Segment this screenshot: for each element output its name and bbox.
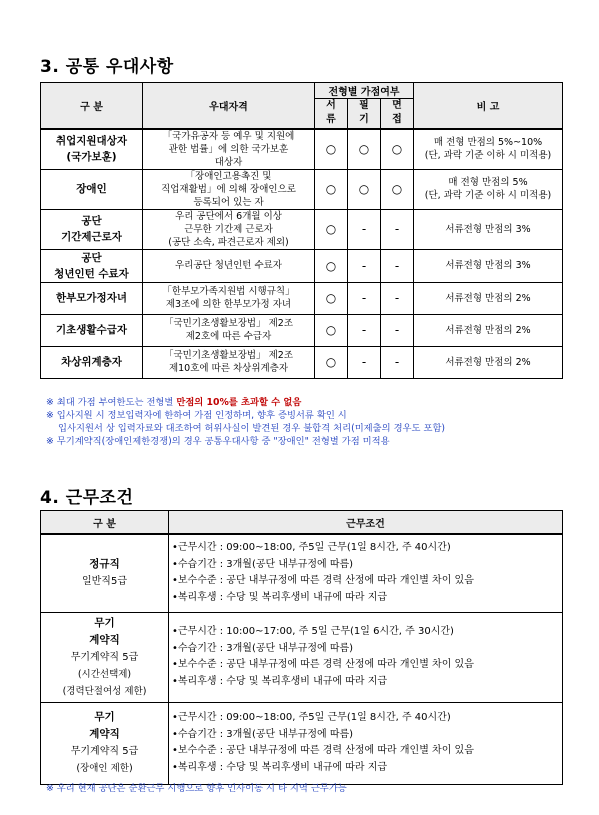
row-stage-mark: ○ [381,169,414,209]
row-category: 차상위계층자 [41,346,143,378]
row-qualification: 「국가유공자 등 예우 및 지원에 관한 법률」에 의한 국가보훈 대상자 [143,129,315,170]
header-stage-interview: 면 접 [381,99,414,129]
work-condition-line: •수습기간 : 3개월(공단 내부규정에 따름) [172,558,354,570]
work-condition-line: •수습기간 : 3개월(공단 내부규정에 따름) [172,728,354,740]
header-stage-written: 필 기 [348,99,381,129]
work-condition-line: •복리후생 : 수당 및 복리후생비 내규에 따라 지급 [172,591,388,603]
employment-type-row [41,612,563,702]
employment-type [41,612,169,702]
row-stage-mark: - [348,209,381,249]
row-remarks: 매 전형 만점의 5%~10% (단, 과락 기준 이하 시 미적용) [414,129,563,170]
section4-note: ※ 우리 현재 공단은 순환근무 시행으로 향후 인사이동 시 타 지역 근무가능 [46,783,347,794]
employment-type-detail: (경력단절여성 제한) [62,685,147,697]
row-stage-mark: - [381,346,414,378]
row-remarks: 서류전형 만점의 2% [414,314,563,346]
row-qualification: 「국민기초생활보장법」 제2조 제10호에 따른 차상위계층자 [143,346,315,378]
row-category: 공단 청년인턴 수료자 [41,249,143,282]
preference-row [41,169,563,209]
note-verification-cont: 입사지원서 상 입력자료와 대조하여 허위사실이 발견된 경우 불합격 처리(미제출의 경우도 포함) [58,423,446,434]
row-category: 한부모가정자녀 [41,282,143,314]
employment-type-detail: (시간선택제) [77,668,132,680]
work-condition-line: •보수수준 : 공단 내부규정에 따른 경력 산정에 따라 개인별 차이 있음 [172,659,474,670]
row-stage-mark: - [381,314,414,346]
header-stage-document: 서 류 [315,99,348,129]
row-stage-mark: - [348,282,381,314]
row-stage-mark: ○ [348,169,381,209]
row-category: 취업지원대상자 (국가보훈) [41,129,143,170]
header-type: 구 분 [41,511,169,535]
preference-row [41,314,563,346]
row-stage-mark: ○ [348,129,381,170]
header-remarks: 비 고 [414,83,563,129]
preference-table [40,82,563,379]
row-remarks: 서류전형 만점의 2% [414,282,563,314]
work-conditions [169,612,563,702]
row-stage-mark: ○ [315,346,348,378]
row-qualification: 「장애인고용촉진 및 직업재활법」에 의해 장애인으로 등록되어 있는 자 [143,169,315,209]
header-qualification: 우대자격 [143,83,315,129]
row-stage-mark: ○ [315,129,348,170]
row-stage-mark: ○ [315,209,348,249]
row-stage-mark: - [381,282,414,314]
row-category: 공단 기간제근로자 [41,209,143,249]
preference-row [41,129,563,170]
work-condition-line: •복리후생 : 수당 및 복리후생비 내규에 따라 지급 [172,675,388,687]
row-stage-mark: ○ [315,314,348,346]
preference-row [41,346,563,378]
work-condition-line: •근무시간 : 10:00~17:00, 주 5일 근무(1일 6시간, 주 30시간) [172,626,454,637]
employment-type-detail: (장애인 제한) [76,763,133,774]
row-stage-mark: ○ [315,169,348,209]
section3-notes [46,396,445,448]
work-condition-line: •근무시간 : 09:00~18:00, 주5일 근무(1일 8시간, 주 40시간) [172,712,451,723]
row-qualification: 우리공단 청년인턴 수료자 [143,249,315,282]
employment-type-detail: 무기계약직 5급 [70,746,139,757]
row-remarks: 서류전형 만점의 3% [414,249,563,282]
row-stage-mark: - [348,314,381,346]
row-stage-mark: ○ [315,282,348,314]
row-remarks: 서류전형 만점의 2% [414,346,563,378]
note1-prefix: ※ 최대 가점 부여한도는 전형별 [46,397,177,408]
note1-bold: 만점의 10%를 초과할 수 없음 [176,397,302,408]
work-condition-line: •수습기간 : 3개월(공단 내부규정에 따름) [172,642,354,654]
row-stage-mark: - [381,209,414,249]
employment-type-detail: 일반직5급 [81,576,127,588]
preference-row [41,209,563,249]
note-max-bonus [46,396,445,409]
row-category: 장애인 [41,169,143,209]
work-condition-line: •보수수준 : 공단 내부규정에 따른 경력 산정에 따라 개인별 차이 있음 [172,575,474,587]
row-remarks: 서류전형 만점의 3% [414,209,563,249]
work-conditions [169,534,563,612]
section4-title: 4. 근무조건 [40,488,134,508]
header-category: 구 분 [41,83,143,129]
row-stage-mark: - [381,249,414,282]
header-conditions: 근무조건 [169,511,563,535]
work-conditions-table [40,510,563,785]
preference-row [41,249,563,282]
header-stage-group: 전형별 가점여부 [315,83,414,99]
row-stage-mark: - [348,249,381,282]
employment-type-name: 정규직 [89,558,120,571]
row-stage-mark: - [348,346,381,378]
work-condition-line: •복리후생 : 수당 및 복리후생비 내규에 따라 지급 [172,761,388,773]
employment-type-name: 무기 계약직 [89,711,120,740]
row-qualification: 「국민기초생활보장법」 제2조 제2호에 따른 수급자 [143,314,315,346]
row-category: 기초생활수급자 [41,314,143,346]
employment-type-detail: 무기계약직 5급 [70,651,139,663]
employment-type-row [41,534,563,612]
row-qualification: 「한부모가족지원법 시행규칙」 제3조에 의한 한부모가정 자녀 [143,282,315,314]
row-remarks: 매 전형 만점의 5% (단, 과락 기준 이하 시 미적용) [414,169,563,209]
row-qualification: 우리 공단에서 6개월 이상 근무한 기간제 근로자 (공단 소속, 파견근로자 제외) [143,209,315,249]
note-disabled-exception: ※ 무기계약직(장애인제한경쟁)의 경우 공통우대사항 중 "장애인" 전형별 가점 미적용 [46,436,390,447]
section3-title: 3. 공통 우대사항 [40,57,174,77]
work-conditions [169,702,563,784]
note-verification: ※ 입사지원 시 정보입력자에 한하여 가점 인정하며, 향후 증빙서류 확인 시 [46,410,347,421]
preference-row [41,282,563,314]
work-condition-line: •보수수준 : 공단 내부규정에 따른 경력 산정에 따라 개인별 차이 있음 [172,745,474,756]
employment-type-row [41,702,563,784]
employment-type-name: 무기 계약직 [89,616,120,646]
employment-type [41,702,169,784]
work-condition-line: •근무시간 : 09:00~18:00, 주5일 근무(1일 8시간, 주 40시간) [172,542,451,554]
employment-type [41,534,169,612]
row-stage-mark: ○ [315,249,348,282]
row-stage-mark: ○ [381,129,414,170]
